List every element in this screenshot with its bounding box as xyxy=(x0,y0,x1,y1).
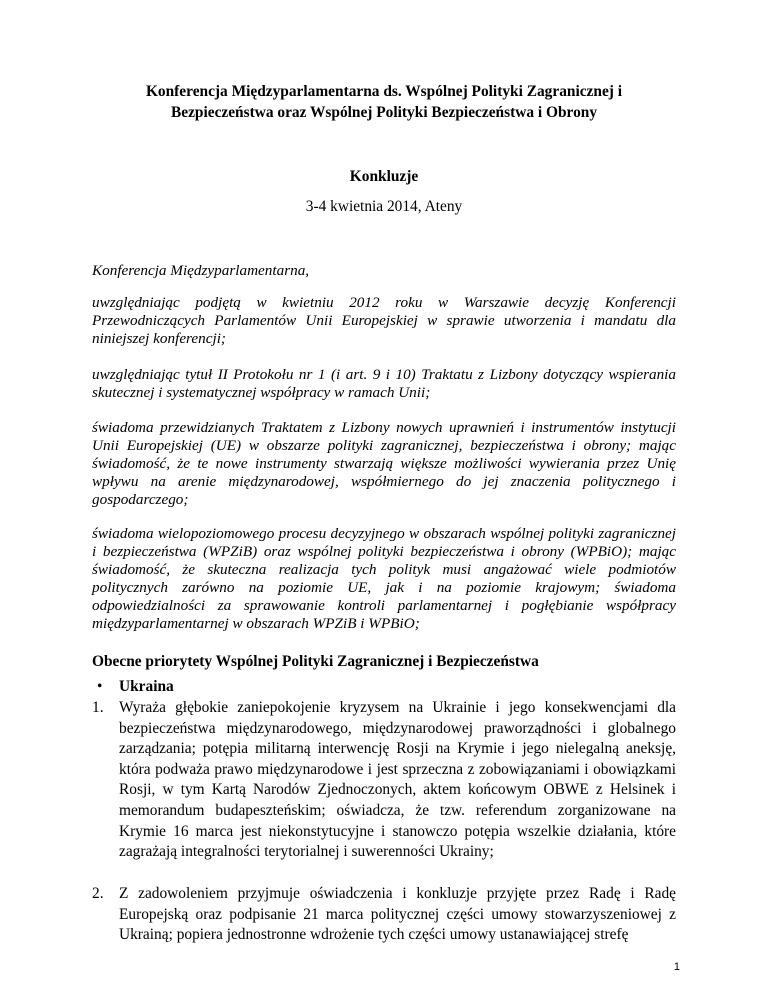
title-line-2: Bezpieczeństwa oraz Wspólnej Polityki Bezpieczeństwa i Obrony xyxy=(170,103,598,121)
item-number: 2. xyxy=(92,885,104,902)
numbered-item-1 xyxy=(92,698,676,863)
preamble-paragraph-3: świadoma przewidzianych Traktatem z Lizbony nowych uprawnień i instrumentów instytucji Unii Europejskiej (UE) w obszarze polityki zagranicznej, bezpieczeństwa i obrony; mając świadomość, że te nowe instrumenty stwarzają większe możliwości wywierania przez Unię wpływu na arenie międzynarodowej, współmiernego do jej znaczenia politycznego i gospodarczego; xyxy=(92,419,676,508)
document-title xyxy=(92,82,676,123)
page-number: 1 xyxy=(673,961,680,973)
numbered-item-2 xyxy=(92,884,676,946)
section-heading: Obecne priorytety Wspólnej Polityki Zagranicznej i Bezpieczeństwa xyxy=(92,653,539,670)
bullet-icon: • xyxy=(97,678,103,695)
date-place: 3-4 kwietnia 2014, Ateny xyxy=(305,198,463,215)
title-line-1: Konferencja Międzyparlamentarna ds. Wspólnej Polityki Zagranicznej i xyxy=(145,83,623,100)
preamble-intro: Konferencja Międzyparlamentarna, xyxy=(92,262,310,279)
document-subtitle: Konkluzje xyxy=(349,168,419,185)
item-text: Wyraża głębokie zaniepokojenie kryzysem na Ukrainie i jego konsekwencjami dla bezpieczeństwa międzynarodowego, międzynarodowej praworządności i globalnego zarządzania; potępia militarną interwencję Rosji na Krymie i jego nielegalną aneksję, która podważa prawo międzynarodowe i jest sprzeczna z zobowiązaniami i obowiązkami Rosji, w tym Kartą Narodów Zjednoczonych, aktem końcowym OBWE z Helsinek i memorandum budapeszteńskim; oświadcza, że tzw. referendum zorganizowane na Krymie 16 marca jest niekonstytucyjne i stanowczo potępia wszelkie działania, które zagrażają integralności terytorialnej i suwerenności Ukrainy; xyxy=(119,699,676,861)
preamble-paragraph-2: uwzględniając tytuł II Protokołu nr 1 (i art. 9 i 10) Traktatu z Lizbony dotyczący wspierania skutecznej i systematycznej współpracy w ramach Unii; xyxy=(92,366,676,401)
preamble-paragraph-4: świadoma wielopoziomowego procesu decyzyjnego w obszarach wspólnej polityki zagranicznej i bezpieczeństwa (WPZiB) oraz wspólnej polityki bezpieczeństwa i obrony (WPBiO); mając świadomość, że skuteczna realizacja tych polityk musi angażować wiele podmiotów politycznych zarówno na poziomie UE, jak i na poziomie krajowym; świadoma odpowiedzialności za sprawowanie kontroli parlamentarnej i pogłębianie współpracy międzyparlamentarnej w obszarach WPZiB i WPBiO; xyxy=(92,525,676,632)
item-text: Z zadowoleniem przyjmuje oświadczenia i konkluzje przyjęte przez Radę i Radę Europejską oraz podpisanie 21 marca politycznej części umowy stowarzyszeniowej z Ukrainą; popiera jednostronne wdrożenie tych części umowy ustanawiającej strefę xyxy=(119,885,676,944)
bullet-label: Ukraina xyxy=(119,678,174,695)
item-number: 1. xyxy=(92,699,104,716)
preamble-paragraph-1: uwzględniając podjętą w kwietniu 2012 roku w Warszawie decyzję Konferencji Przewodniczących Parlamentów Unii Europejskiej w sprawie utworzenia i mandatu dla niniejszej konferencji; xyxy=(92,294,676,347)
